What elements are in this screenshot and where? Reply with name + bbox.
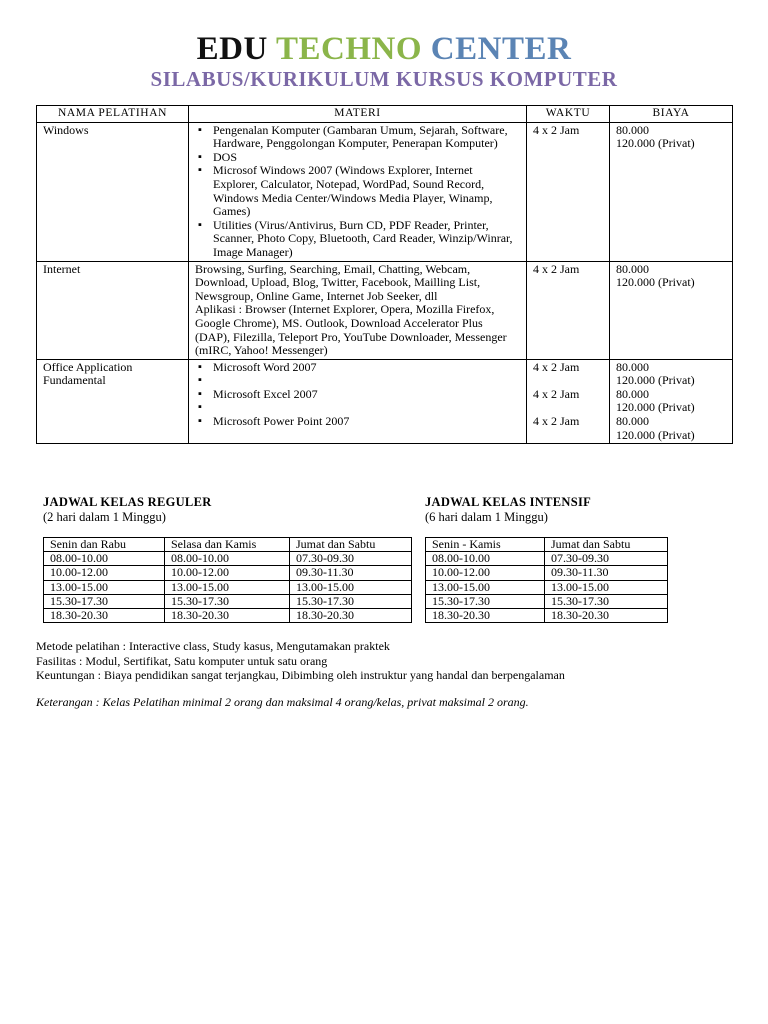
course-table — [36, 105, 733, 444]
table-cell: 18.30-20.30 — [165, 609, 290, 623]
table-cell: 10.00-12.00 — [165, 566, 290, 580]
notes-section — [36, 639, 565, 683]
column-header: Jumat dan Sabtu — [545, 538, 668, 552]
table-row-internet — [37, 261, 733, 359]
course-materi — [189, 359, 527, 444]
table-row — [44, 580, 412, 594]
note-keuntungan: Keuntungan : Biaya pendidikan sangat terjangkau, Dibimbing oleh instruktur yang handal dan berpengalaman — [36, 668, 565, 683]
column-header: Senin - Kamis — [426, 538, 545, 552]
course-waktu — [527, 359, 610, 444]
course-waktu: 4 x 2 Jam — [527, 261, 610, 359]
table-row — [426, 580, 668, 594]
price-regular: 80.000 — [616, 122, 649, 137]
course-materi — [189, 261, 527, 359]
materi-list — [195, 124, 520, 260]
jadwal-reguler-title: JADWAL KELAS REGULER — [43, 495, 212, 509]
course-name: Internet — [37, 261, 189, 359]
table-cell: 07.30-09.30 — [290, 552, 412, 566]
note-keterangan: Keterangan : Kelas Pelatihan minimal 2 orang dan maksimal 4 orang/kelas, privat maksimal 2 orang. — [36, 695, 529, 709]
column-header: Senin dan Rabu — [44, 538, 165, 552]
waktu-word: 4 x 2 Jam — [533, 359, 580, 374]
table-row — [44, 609, 412, 623]
page-title — [0, 30, 768, 68]
course-name: Windows — [37, 122, 189, 261]
price-privat: 120.000 (Privat) — [616, 373, 695, 388]
table-row — [426, 566, 668, 580]
course-waktu: 4 x 2 Jam — [527, 122, 610, 261]
spacer — [533, 401, 603, 415]
list-item: ▪ DOS — [213, 151, 520, 165]
materi-paragraph: Aplikasi : Browser (Internet Explorer, Opera, Mozilla Firefox, Google Chrome), MS. Outlook, Download Accelerator Plus (DAP), Filezilla, Teleport Pro, YouTube Downloader, Messenger (mIRC, Yahoo! Messenger) — [195, 302, 507, 358]
course-materi — [189, 122, 527, 261]
table-cell: 18.30-20.30 — [290, 609, 412, 623]
price-regular: 80.000 — [616, 261, 649, 276]
table-cell: 09.30-11.30 — [290, 566, 412, 580]
price-privat: 120.000 (Privat) — [616, 136, 695, 151]
waktu-powerpoint: 4 x 2 Jam — [533, 414, 580, 429]
table-cell: 18.30-20.30 — [545, 609, 668, 623]
table-header-row — [44, 538, 412, 552]
price-regular: 80.000 — [616, 414, 649, 429]
table-cell: 15.30-17.30 — [44, 594, 165, 608]
jadwal-intensif-table — [425, 537, 668, 623]
table-cell: 10.00-12.00 — [426, 566, 545, 580]
table-cell: 15.30-17.30 — [290, 594, 412, 608]
price-privat: 120.000 (Privat) — [616, 400, 695, 415]
note-fasilitas: Fasilitas : Modul, Sertifikat, Satu komputer untuk satu orang — [36, 653, 328, 668]
price-privat: 120.000 (Privat) — [616, 427, 695, 442]
jadwal-reguler-table — [43, 537, 412, 623]
table-header-row — [426, 538, 668, 552]
table-cell: 08.00-10.00 — [426, 552, 545, 566]
table-cell: 09.30-11.30 — [545, 566, 668, 580]
list-item: ▪ Utilities (Virus/Antivirus, Burn CD, PDF Reader, Printer, Scanner, Photo Copy, Bluetooth, Card Reader, Winzip/Winrar, Image Manager) — [213, 219, 520, 260]
column-header: Jumat dan Sabtu — [290, 538, 412, 552]
course-biaya — [610, 359, 733, 444]
course-name: Office Application Fundamental — [37, 359, 189, 444]
table-row — [44, 566, 412, 580]
table-cell: 13.00-15.00 — [290, 580, 412, 594]
column-header-materi: MATERI — [189, 106, 527, 123]
note-metode: Metode pelatihan : Interactive class, Study kasus, Mengutamakan praktek — [36, 639, 390, 653]
table-row — [426, 594, 668, 608]
page-subtitle: SILABUS/KURIKULUM KURSUS KOMPUTER — [150, 67, 618, 91]
spacer — [213, 374, 520, 388]
course-biaya — [610, 261, 733, 359]
table-cell: 07.30-09.30 — [545, 552, 668, 566]
table-row-office — [37, 359, 733, 444]
table-row — [44, 594, 412, 608]
materi-list — [195, 361, 520, 429]
list-item: ▪ Microsoft Excel 2007 — [213, 388, 520, 402]
table-cell: 13.00-15.00 — [44, 580, 165, 594]
list-item: ▪ Pengenalan Komputer (Gambaran Umum, Sejarah, Software, Hardware, Penggolongan Komputer, Penerapan Komputer) — [213, 124, 520, 151]
table-row — [426, 552, 668, 566]
title-edu: EDU — [196, 31, 268, 67]
price-regular: 80.000 — [616, 386, 649, 401]
table-cell: 08.00-10.00 — [165, 552, 290, 566]
table-cell: 18.30-20.30 — [426, 609, 545, 623]
table-cell: 13.00-15.00 — [165, 580, 290, 594]
table-cell: 15.30-17.30 — [545, 594, 668, 608]
column-header-nama: NAMA PELATIHAN — [37, 106, 189, 123]
jadwal-reguler-subtitle: (2 hari dalam 1 Minggu) — [43, 510, 166, 524]
title-center: CENTER — [430, 31, 572, 67]
price-regular: 80.000 — [616, 359, 649, 374]
price-privat: 120.000 (Privat) — [616, 275, 695, 290]
column-header: Selasa dan Kamis — [165, 538, 290, 552]
table-row-windows — [37, 122, 733, 261]
course-table-header-row — [37, 106, 733, 123]
list-item: ▪ Microsof Windows 2007 (Windows Explorer, Internet Explorer, Calculator, Notepad, WordPad, Sound Record, Windows Media Center/Windows Media Player, Winamp, Games) — [213, 164, 520, 218]
waktu-excel: 4 x 2 Jam — [533, 386, 580, 401]
course-biaya — [610, 122, 733, 261]
list-item: ▪ Microsoft Power Point 2007 — [213, 415, 520, 429]
table-cell: 15.30-17.30 — [426, 594, 545, 608]
table-cell: 13.00-15.00 — [426, 580, 545, 594]
table-cell: 15.30-17.30 — [165, 594, 290, 608]
table-cell: 13.00-15.00 — [545, 580, 668, 594]
table-row — [44, 552, 412, 566]
spacer — [533, 374, 603, 388]
title-techno: TECHNO — [276, 31, 423, 67]
spacer — [213, 401, 520, 415]
list-item: ▪ Microsoft Word 2007 — [213, 361, 520, 375]
jadwal-intensif-subtitle: (6 hari dalam 1 Minggu) — [425, 510, 548, 524]
jadwal-intensif-title: JADWAL KELAS INTENSIF — [425, 495, 592, 509]
table-cell: 08.00-10.00 — [44, 552, 165, 566]
materi-paragraph: Browsing, Surfing, Searching, Email, Chatting, Webcam, Download, Upload, Blog, Twitter, Facebook, Mailling List, Newsgroup, Online Game, Internet Job Seeker, dll — [195, 261, 481, 303]
column-header-waktu: WAKTU — [527, 106, 610, 123]
table-row — [426, 609, 668, 623]
column-header-biaya: BIAYA — [610, 106, 733, 123]
table-cell: 10.00-12.00 — [44, 566, 165, 580]
table-cell: 18.30-20.30 — [44, 609, 165, 623]
